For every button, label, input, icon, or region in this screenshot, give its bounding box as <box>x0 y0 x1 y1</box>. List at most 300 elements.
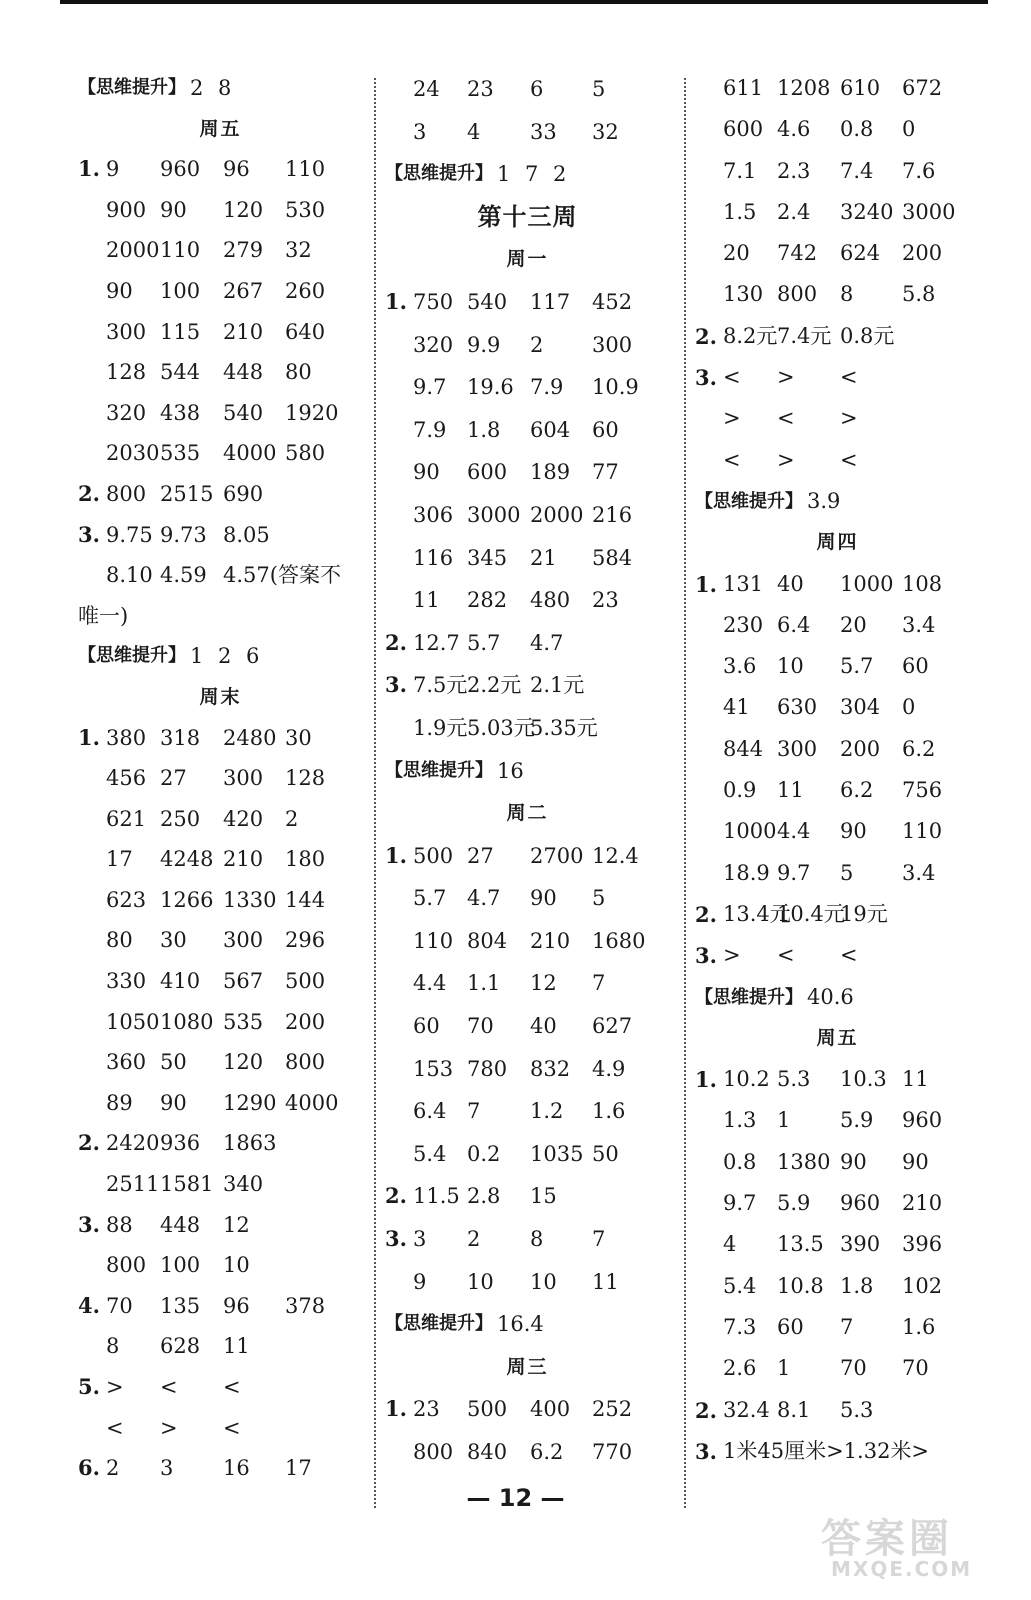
answer-value: 10 <box>223 1253 250 1278</box>
answer-value: 90 <box>160 197 187 222</box>
answer-value: 216 <box>592 502 633 527</box>
answer-row <box>695 605 980 646</box>
answer-value: 5.9 <box>777 1191 811 1216</box>
answer-value: 70 <box>902 1356 929 1381</box>
answer-row <box>78 515 363 556</box>
answer-value: 279 <box>223 238 264 263</box>
answer-value: < <box>106 1415 124 1440</box>
answer-value: 5.35元 <box>530 715 598 740</box>
day-heading: 周末 <box>199 685 242 708</box>
answer-value: 19.6 <box>467 375 514 400</box>
answer-value: 8.1 <box>777 1397 811 1422</box>
answer-value: 116 <box>413 545 454 570</box>
answer-value: 0.8 <box>840 117 874 142</box>
answer-value: 1050 <box>106 1009 160 1034</box>
answer-row <box>695 1307 980 1348</box>
answer-value: 604 <box>530 417 571 442</box>
answer-value: 9.7 <box>413 375 447 400</box>
section-title: 第十三周 <box>477 201 578 231</box>
answer-value: 18.9 <box>723 860 770 885</box>
answer-value: 230 <box>723 612 764 637</box>
question-number: 3. <box>385 672 407 698</box>
answer-row <box>695 109 980 150</box>
answer-row <box>385 1005 670 1048</box>
answer-value: > <box>723 406 741 431</box>
answer-row <box>385 877 670 920</box>
answer-value: 4.4 <box>777 819 811 844</box>
answer-value: 96 <box>223 157 250 182</box>
answer-note: 唯一) <box>78 603 129 628</box>
answer-value: 110 <box>160 238 201 263</box>
answer-value: 17 <box>106 847 133 872</box>
answer-row <box>385 1133 670 1176</box>
answer-value: 2515 <box>160 481 214 506</box>
answer-value: > <box>723 943 741 968</box>
answer-value: 2 <box>530 332 544 357</box>
answer-value: 7 <box>592 1227 606 1252</box>
thinking-boost-row <box>385 153 670 196</box>
answer-value: 267 <box>223 278 264 303</box>
answer-value: 438 <box>160 400 201 425</box>
answer-value: 15 <box>530 1184 557 1209</box>
answer-value: 5.7 <box>467 630 501 655</box>
answer-value: 2.4 <box>777 199 811 224</box>
answer-value: 530 <box>285 197 326 222</box>
answer-value: 19元 <box>840 901 888 926</box>
answer-value: 7.4 <box>840 158 874 183</box>
question-number: 1. <box>695 571 717 597</box>
answer-value: 90 <box>902 1149 929 1174</box>
answer-value: 9.9 <box>467 332 501 357</box>
question-number: 2. <box>78 1130 100 1156</box>
answer-value: 300 <box>592 332 633 357</box>
answer-value: 108 <box>902 571 943 596</box>
answer-row <box>695 935 980 976</box>
answer-value: 1000 <box>723 819 777 844</box>
answer-value: 10.9 <box>592 375 639 400</box>
answer-row <box>78 555 363 596</box>
answer-value: 2480 <box>223 725 277 750</box>
answer-value: 2 <box>190 76 204 100</box>
answer-value: 960 <box>840 1191 881 1216</box>
answer-value: 6 <box>530 77 544 101</box>
answer-row <box>78 1286 363 1327</box>
answer-value: 11 <box>902 1067 929 1092</box>
answer-row <box>695 1142 980 1183</box>
answer-value: 1208 <box>777 76 831 100</box>
answer-value: 7 <box>840 1314 854 1339</box>
answer-row <box>385 1218 670 1261</box>
answer-value: < <box>840 447 858 472</box>
answer-row <box>385 1048 670 1091</box>
answer-value: 11 <box>777 778 804 803</box>
watermark-logo-text: 答案圈 <box>821 1516 953 1562</box>
answer-row <box>78 230 363 271</box>
thinking-boost-row <box>695 977 980 1018</box>
answer-value: 16.4 <box>497 1312 544 1337</box>
answer-value: 456 <box>106 766 147 791</box>
answer-value: 110 <box>413 928 454 953</box>
answer-value: 21 <box>530 545 557 570</box>
answer-row <box>78 1083 363 1124</box>
answer-value: < <box>723 447 741 472</box>
answer-row <box>695 853 980 894</box>
answer-value: 10 <box>530 1269 557 1294</box>
answer-value: 90 <box>840 1149 867 1174</box>
answer-row <box>78 799 363 840</box>
answer-value: 610 <box>840 76 881 100</box>
answer-value: 800 <box>106 481 147 506</box>
answer-value: 3 <box>413 1227 427 1252</box>
answer-row <box>78 1002 363 1043</box>
answer-value: 345 <box>467 545 508 570</box>
answer-row <box>695 1059 980 1100</box>
answer-value: < <box>840 943 858 968</box>
question-number: 3. <box>385 1226 407 1252</box>
answer-value: 7 <box>467 1099 481 1124</box>
answer-value: 50 <box>592 1141 619 1166</box>
answer-row <box>78 352 363 393</box>
answer-value: 320 <box>413 332 454 357</box>
answer-value: 330 <box>106 969 147 994</box>
answer-row <box>695 1390 980 1431</box>
answer-row <box>78 1042 363 1083</box>
answer-value: 306 <box>413 502 454 527</box>
answer-value: 378 <box>285 1293 326 1318</box>
question-number: 3. <box>78 521 100 547</box>
question-number: 2. <box>695 1397 717 1423</box>
answer-row <box>695 1100 980 1141</box>
answer-value: 10.8 <box>777 1273 824 1298</box>
answer-value: 100 <box>160 1253 201 1278</box>
answer-value: 672 <box>902 76 943 100</box>
answer-row <box>385 1175 670 1218</box>
column-divider <box>374 78 376 1508</box>
answer-value: 210 <box>530 928 571 953</box>
answer-value: 88 <box>106 1212 133 1237</box>
answer-value: 40 <box>777 571 804 596</box>
thinking-boost-label: 【思维提升】 <box>695 986 803 1008</box>
answer-row <box>385 68 670 111</box>
answer-row <box>385 1388 670 1431</box>
answer-row <box>695 1431 980 1472</box>
answer-value: 623 <box>106 887 147 912</box>
column-divider <box>684 78 686 1508</box>
answer-row <box>385 579 670 622</box>
answer-row <box>695 646 980 687</box>
answer-value: 1.8 <box>467 417 501 442</box>
answer-row <box>385 324 670 367</box>
answer-value: 50 <box>160 1050 187 1075</box>
answer-value: 60 <box>592 417 619 442</box>
answer-value: 3 <box>160 1456 174 1481</box>
answer-value: 131 <box>723 571 764 596</box>
answer-value: 210 <box>223 847 264 872</box>
answer-value: 2 <box>467 1227 481 1252</box>
answer-value: 4.6 <box>777 117 811 142</box>
answer-value: 41 <box>723 695 750 720</box>
question-number: 1. <box>78 724 100 750</box>
answer-value: 750 <box>413 289 454 314</box>
answer-value: 2511 <box>106 1172 160 1197</box>
answer-row <box>695 1266 980 1307</box>
answer-value: 4.9 <box>592 1056 626 1081</box>
answer-column-3 <box>695 68 980 1472</box>
answer-value: 3240 <box>840 199 894 224</box>
thinking-boost-label: 【思维提升】 <box>78 645 186 667</box>
question-number: 1. <box>385 842 407 868</box>
answer-row <box>385 451 670 494</box>
answer-value: 32 <box>592 119 619 144</box>
answer-value: 7.9 <box>413 417 447 442</box>
answer-row <box>695 398 980 439</box>
answer-value: 120 <box>223 1050 264 1075</box>
answer-value: 0 <box>902 117 916 142</box>
answer-value: 252 <box>592 1397 633 1422</box>
answer-value: 304 <box>840 695 881 720</box>
answer-value: 1000 <box>840 571 894 596</box>
answer-value: 8 <box>840 282 854 307</box>
answer-value: 400 <box>530 1397 571 1422</box>
answer-value: 90 <box>106 278 133 303</box>
answer-value: 17 <box>285 1456 312 1481</box>
answer-row <box>78 1123 363 1164</box>
answer-value: 11.5 <box>413 1184 460 1209</box>
question-number: 2. <box>385 1183 407 1209</box>
answer-value: 640 <box>285 319 326 344</box>
thinking-boost-label: 【思维提升】 <box>385 759 493 781</box>
answer-value: 5.3 <box>777 1067 811 1092</box>
answer-value: 540 <box>467 289 508 314</box>
answer-value: 900 <box>106 197 147 222</box>
answer-value: 6.4 <box>777 612 811 637</box>
answer-value: 135 <box>160 1293 201 1318</box>
answer-value: 6.2 <box>902 736 936 761</box>
answer-row <box>385 494 670 537</box>
answer-value: < <box>840 365 858 390</box>
answer-value: 12.4 <box>592 843 639 868</box>
thinking-boost-row <box>695 481 980 522</box>
answer-value: 2 <box>285 806 299 831</box>
answer-value: 260 <box>285 278 326 303</box>
answer-row <box>385 409 670 452</box>
answer-value: 5 <box>840 860 854 885</box>
answer-column-2 <box>385 68 670 1474</box>
answer-value: 1 <box>190 644 204 669</box>
answer-row <box>78 1367 363 1408</box>
answer-value: < <box>223 1375 241 1399</box>
thinking-boost-row <box>385 1303 670 1346</box>
answer-value: 1380 <box>777 1149 831 1174</box>
answer-row <box>385 1090 670 1133</box>
answer-value: 1680 <box>592 928 646 953</box>
answer-value: > <box>777 365 795 390</box>
answer-value: 5.03元 <box>467 715 535 740</box>
question-number: 5. <box>78 1374 100 1399</box>
answer-value: 804 <box>467 928 508 953</box>
answer-value: 200 <box>902 241 943 266</box>
answer-value: 115 <box>160 319 201 344</box>
answer-value: < <box>160 1375 178 1399</box>
answer-value: 1266 <box>160 887 214 912</box>
answer-value: 1.2 <box>530 1099 564 1124</box>
answer-row <box>78 1164 363 1205</box>
day-heading: 周五 <box>199 117 242 140</box>
answer-row <box>78 1205 363 1246</box>
answer-value: 318 <box>160 725 201 750</box>
answer-value: 0 <box>902 695 916 720</box>
answer-value: 0.9 <box>723 778 757 803</box>
answer-row <box>695 811 980 852</box>
answer-row <box>78 1245 363 1286</box>
answer-value: 12 <box>223 1212 250 1237</box>
answer-value: 102 <box>902 1273 943 1298</box>
answer-value: 300 <box>223 766 264 791</box>
answer-value: 611 <box>723 76 764 100</box>
answer-value: 6.4 <box>413 1099 447 1124</box>
thinking-boost-label: 【思维提升】 <box>78 77 186 98</box>
answer-value: 200 <box>285 1009 326 1034</box>
answer-row <box>385 281 670 324</box>
day-heading: 周五 <box>816 1026 859 1049</box>
answer-value: 627 <box>592 1014 633 1039</box>
answer-value: 2 <box>106 1456 120 1481</box>
answer-value: 7.4元 <box>777 323 832 348</box>
answer-value: 5.4 <box>413 1141 447 1166</box>
answer-value: 396 <box>902 1232 943 1257</box>
answer-value: 480 <box>530 588 571 613</box>
answer-value: 448 <box>223 360 264 385</box>
answer-value: 584 <box>592 545 633 570</box>
answer-row <box>695 729 980 770</box>
answer-value: 180 <box>285 847 326 872</box>
answer-value: 110 <box>285 157 326 182</box>
answer-value: 6.2 <box>530 1440 564 1464</box>
answer-value: 7.6 <box>902 158 936 183</box>
answer-value: 5.4 <box>723 1273 757 1298</box>
answer-value: 10.2 <box>723 1067 770 1092</box>
answer-value: 1.1 <box>467 971 501 996</box>
page-number: — 12 — <box>466 1484 565 1512</box>
answer-value: 300 <box>777 736 818 761</box>
answer-value: 1.3 <box>723 1108 757 1133</box>
answer-value: 60 <box>413 1014 440 1039</box>
answer-value: 340 <box>223 1172 264 1197</box>
answer-value: 80 <box>106 928 133 953</box>
answer-value: 2030 <box>106 441 160 466</box>
answer-value: 130 <box>723 282 764 307</box>
answer-value: 7.9 <box>530 375 564 400</box>
answer-value: 1.6 <box>592 1099 626 1124</box>
answer-value: 624 <box>840 241 881 266</box>
answer-value: 300 <box>106 319 147 344</box>
answer-value: 32.4 <box>723 1397 770 1422</box>
question-number: 6. <box>78 1455 100 1481</box>
thinking-boost-row <box>385 750 670 793</box>
answer-value: 1290 <box>223 1090 277 1115</box>
answer-row <box>695 440 980 481</box>
answer-row <box>385 664 670 707</box>
answer-value: 200 <box>840 736 881 761</box>
answer-value: 7.1 <box>723 158 757 183</box>
answer-value: 40 <box>530 1014 557 1039</box>
answer-value: 390 <box>840 1232 881 1257</box>
answer-value: 11 <box>413 588 440 613</box>
answer-row <box>695 1224 980 1265</box>
answer-row <box>385 835 670 878</box>
answer-row <box>78 880 363 921</box>
answer-value: 60 <box>902 654 929 679</box>
answer-value: 1 <box>777 1356 791 1381</box>
answer-value: 189 <box>530 460 571 485</box>
answer-value: 110 <box>902 819 943 844</box>
answer-value: 30 <box>285 725 312 750</box>
answer-value: 540 <box>223 400 264 425</box>
answer-value: 9.7 <box>777 860 811 885</box>
answer-value: 936 <box>160 1131 201 1156</box>
answer-value: 8.10 <box>106 563 153 588</box>
question-number: 2. <box>78 480 100 506</box>
answer-value: 5.7 <box>413 886 447 911</box>
answer-value: 7 <box>525 162 539 187</box>
answer-value: < <box>777 406 795 431</box>
answer-value: 128 <box>285 766 326 791</box>
answer-value: 117 <box>530 289 571 314</box>
answer-value: > <box>777 447 795 472</box>
answer-row <box>695 151 980 192</box>
answer-value: 90 <box>840 819 867 844</box>
answer-value: 500 <box>467 1397 508 1422</box>
answer-value: 2.6 <box>723 1356 757 1381</box>
answer-row <box>78 474 363 515</box>
answer-value: 10.3 <box>840 1067 887 1092</box>
question-number: 1. <box>385 288 407 314</box>
answer-value: 13.4元 <box>723 901 791 926</box>
answer-value: 153 <box>413 1056 454 1081</box>
answer-value: 77 <box>592 460 619 485</box>
answer-value: 23 <box>592 588 619 613</box>
answer-value: 960 <box>902 1108 943 1133</box>
answer-value: 5.3 <box>840 1397 874 1422</box>
answer-row <box>78 839 363 880</box>
answer-row <box>695 1348 980 1389</box>
answer-value: 20 <box>840 612 867 637</box>
answer-value: 4.57(答案不 <box>223 563 341 588</box>
answer-value: 8.05 <box>223 522 270 547</box>
answer-value: 2.3 <box>777 158 811 183</box>
answer-value: 844 <box>723 736 764 761</box>
answer-value: 630 <box>777 695 818 720</box>
answer-value: 2.1元 <box>530 673 585 698</box>
answer-value: 1.6 <box>902 1314 936 1339</box>
answer-value: 1330 <box>223 887 277 912</box>
answer-value: 1863 <box>223 1131 277 1156</box>
answer-value: 5 <box>592 77 606 101</box>
answer-row <box>78 190 363 231</box>
answer-value: 296 <box>285 928 326 953</box>
answer-row <box>695 687 980 728</box>
answer-value: 360 <box>106 1050 147 1075</box>
answer-value: 3000 <box>902 199 956 224</box>
day-heading: 周一 <box>506 248 549 271</box>
answer-value: 500 <box>413 843 454 868</box>
answer-value: 2000 <box>106 238 160 263</box>
answer-value: 9 <box>106 157 120 182</box>
answer-row <box>78 961 363 1002</box>
answer-row <box>78 393 363 434</box>
answer-row <box>78 271 363 312</box>
answer-value: 2.2元 <box>467 673 522 698</box>
